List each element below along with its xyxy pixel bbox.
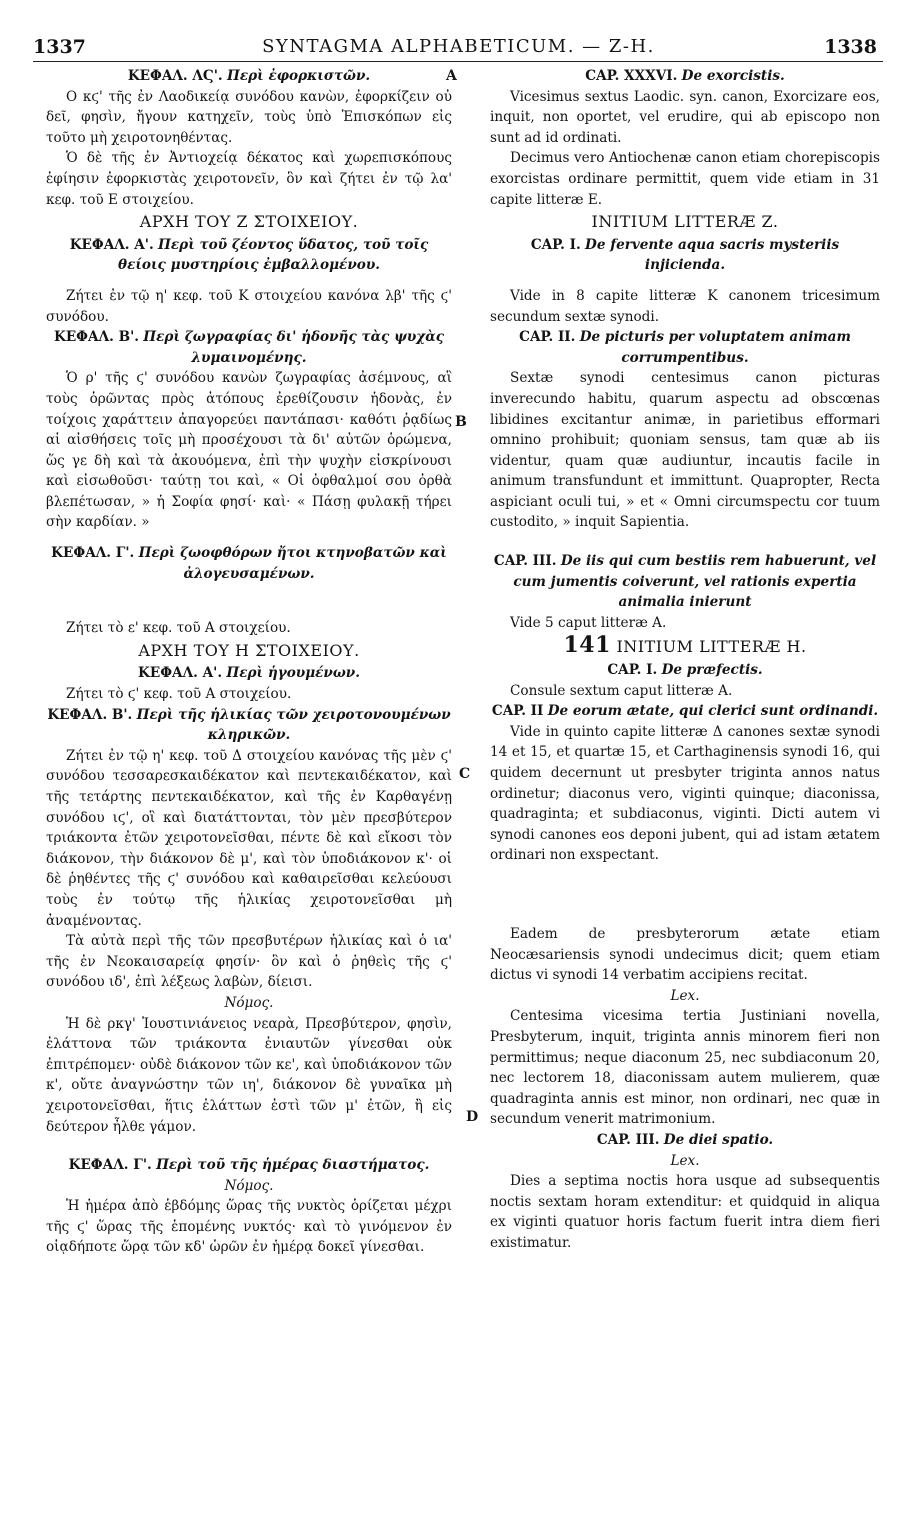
- greek-paragraph: Ἡ δὲ ρκγ' Ἰουστινιάνειος νεαρὰ, Πρεσβύτερον, φησὶν, ἐλάττονα τῶν τριάκοντα ἐνιαυτῶν γίνεσθαι οὐκ ἐπιτρέπομεν· οὐδὲ διάκονον τῶν κε', καὶ ὑποδιάκονον τῶν κ', οὔτε ἀναγνώστην τῶν ιη', διάκονον δὲ γυναῖκα μὴ χειροτονεῖσθαι, ἥτις ἐλάττων ἐστὶ τῶν μ' ἐτῶν, ἢ εἰς δεύτερον ἦλθε γάμον.: [46, 1015, 452, 1135]
- latin-law-heading: Lex.: [670, 1152, 700, 1169]
- latin-chapter-heading: CAP. III. De iis qui cum bestiis rem habuerunt, vel cum jumentis coiverunt, vel rationis expertia animalia inierunt: [493, 553, 877, 611]
- latin-chapter-heading: CAP. II De eorum ætate, qui clerici sunt ordinandi.: [491, 703, 879, 720]
- latin-paragraph: Dies a septima noctis hora usque ad subsequentis noctis sextam horam extenditur: et quidquid in aliqua ex viginti quatuor horis factum fuerit intra diem fieri existimatur.: [490, 1173, 880, 1251]
- greek-column: [46, 66, 452, 1258]
- greek-chapter-heading: ΚΕΦΑΛ. ΛϚ'. Περὶ ἐφορκιστῶν.: [127, 68, 371, 84]
- greek-law-heading: Νόμος.: [224, 994, 274, 1011]
- latin-section-heading-h: 141 INITIUM LITTERÆ H.: [563, 632, 807, 659]
- page-number-left: 1337: [33, 36, 86, 58]
- greek-chapter-heading: ΚΕΦΑΛ. Α'. Περὶ ἡγουμένων.: [138, 665, 360, 682]
- latin-section-heading-z: INITIUM LITTERÆ Z.: [591, 212, 779, 232]
- greek-chapter-heading: ΚΕΦΑΛ. Γ'. Περὶ τοῦ τῆς ἡμέρας διαστήματος.: [68, 1157, 430, 1174]
- greek-paragraph: Ὁ ρ' τῆς ϛ' συνόδου κανὼν ζωγραφίας ἀσέμνους, αἳ τοὺς ὁρῶντας πρὸς ἀτόπους ἐρεθίζουσιν ἡδονὰς, ἐν τοίχοις χαράττειν ἀπαγορεύει παντάπασι· καθότι ῥᾳδίως αἱ αἰσθήσεις τοῖς μὴ προσέχουσι τὰ δι' αὐτῶν ὁρώμενα, ὥς γε δὴ καὶ τὰ ἀκουόμενα, ἐπὶ τὴν ψυχὴν εἰσκρίνουσι καὶ εἰσωθοῦσι· ταύτῃ τοι καὶ, « Οἱ ὀφθαλμοί σου ὀρθὰ βλεπέτωσαν, » ἡ Σοφία φησί· καὶ· « Πάσῃ φυλακῇ τήρει σὴν καρδίαν. »: [46, 370, 452, 531]
- latin-paragraph: Vide 5 caput litteræ A.: [510, 614, 667, 631]
- page-marker-number: 141: [563, 632, 611, 659]
- page-header: [0, 34, 917, 62]
- greek-paragraph: Ζήτει τὸ ε' κεφ. τοῦ Α στοιχείου.: [66, 620, 291, 637]
- latin-chapter-heading: CAP. I. De fervente aqua sacris mysteriis injicienda.: [530, 236, 840, 274]
- margin-letter-b: B: [455, 414, 467, 430]
- latin-paragraph: Sextæ synodi centesimus canon picturas inverecundo habitu, quarum aspectu ad obscœnas libidines excitantur animæ, in parietibus efformari omnino prohibuit; quoniam sensus, tam quæ ab iis videntur, quam quæ audiuntur, incautis facile in animum transfundunt et immittunt. Quapropter, Recta aspiciant oculi tui, » et « Omni circumspectu cor tuum custodito, » inquit Sapientia.: [490, 370, 880, 531]
- latin-paragraph: Consule sextum caput litteræ A.: [510, 682, 733, 699]
- greek-section-heading-h: ΑΡΧΗ ΤΟΥ Η ΣΤΟΙΧΕΙΟΥ.: [138, 640, 360, 660]
- greek-paragraph: Τὰ αὐτὰ περὶ τῆς τῶν πρεσβυτέρων ἡλικίας καὶ ὁ ια' τῆς ἐν Νεοκαισαρείᾳ φησίν· ὃν καὶ ὁ ῥηθεὶς τῆς ϛ' συνόδου ιδ', ἐπὶ λέξεως λαβὼν, δίεισι.: [46, 933, 452, 991]
- greek-paragraph: Ἡ ἡμέρα ἀπὸ ἑβδόμης ὥρας τῆς νυκτὸς ὁρίζεται μέχρι τῆς ϛ' ὥρας τῆς ἑπομένης νυκτός· καὶ τὸ γινόμενον ἐν οἱᾳδήποτε ὥρᾳ τῶν κδ' ὡρῶν ἐν ἡμέρᾳ δοκεῖ γίνεσθαι.: [46, 1198, 452, 1256]
- latin-paragraph: Vide in 8 capite litteræ K canonem tricesimum secundum sextæ synodi.: [490, 287, 880, 325]
- latin-paragraph: Vide in quinto capite litteræ Δ canones sextæ synodi 14 et 15, et quartæ 15, et Carthaginensis synodi 16, qui quidem decernunt ut presbyter triginta annos natus ordinetur; diaconus vero, viginti quinque; diaconissa, quadraginta; et subdiaconus, viginti. Dicti autem vi synodi canones eos deponi jubent, qui ad istam ætatem ordinari non exspectant.: [490, 723, 880, 864]
- greek-chapter-heading: ΚΕΦΑΛ. Γ'. Περὶ ζωοφθόρων ἤτοι κτηνοβατῶν καὶ ἀλογευσαμένων.: [51, 545, 447, 582]
- latin-chapter-heading: CAP. III. De diei spatio.: [596, 1131, 774, 1148]
- greek-law-heading: Νόμος.: [224, 1177, 274, 1194]
- latin-column: [490, 66, 880, 1253]
- header-rule: [33, 61, 883, 62]
- greek-paragraph: Ζήτει ἐν τῷ η' κεφ. τοῦ Δ στοιχείου κανόνας τῆς μὲν ϛ' συνόδου τεσσαρεσκαιδέκατον καὶ πεντεκαιδέκατον, καὶ τῆς τετάρτης πεντεκαιδέκατον, καὶ τῆς ἐν Καρθαγένῃ συνόδου ιϛ', οἳ καὶ διατάττονται, τὸν μὲν πρεσβύτερον τριάκοντα ἐτῶν χειροτονεῖσθαι, πέντε δὲ καὶ εἴκοσι τὸν διάκονον, τὴν διάκονον δὲ μ', καὶ τὸν ὑποδιάκονον κ'· οἱ δὲ ῥηθέντες τῆς ϛ' συνόδου καὶ καθαιρεῖσθαι κελεύουσι τοὺς ἐν τούτῳ τῆς ἡλικίας χειροτονεῖσθαι μὴ ἀναμένοντας.: [46, 747, 452, 929]
- latin-paragraph: Eadem de presbyterorum ætate etiam Neocæsariensis synodi undecimus dicit; quem etiam dictus vi synodi 14 verbatim accipiens recitat.: [490, 925, 880, 984]
- greek-section-heading-z: ΑΡΧΗ ΤΟΥ Ζ ΣΤΟΙΧΕΙΟΥ.: [139, 212, 359, 232]
- latin-paragraph: Vicesimus sextus Laodic. syn. canon, Exorcizare eos, inquit, non oportet, vel erudire, qui ab episcopo non sunt ad id ordinati.: [490, 88, 880, 146]
- margin-letter-a: A: [446, 68, 457, 84]
- greek-paragraph: Ὁ δὲ τῆς ἐν Ἀντιοχείᾳ δέκατος καὶ χωρεπισκόπους ἐφίησιν ἐφορκιστὰς χειροτονεῖν, ὃν καὶ ζήτει ἐν τῷ λα' κεφ. τοῦ Ε στοιχείου.: [46, 150, 452, 208]
- latin-chapter-heading: CAP. II. De picturis per voluptatem animam corrumpentibus.: [519, 329, 851, 366]
- page-number-right: 1338: [824, 36, 877, 58]
- running-title: SYNTAGMA ALPHABETICUM. — Z-H.: [262, 36, 655, 57]
- margin-letter-c: C: [459, 766, 471, 782]
- greek-chapter-heading: ΚΕΦΑΛ. Β'. Περὶ ζωγραφίας δι' ἡδονῆς τὰς ψυχὰς λυμαινομένης.: [54, 329, 444, 366]
- latin-chapter-heading: CAP. XXXVI. De exorcistis.: [585, 68, 785, 84]
- greek-chapter-heading: ΚΕΦΑΛ. Α'. Περὶ τοῦ ζέοντος ὕδατος, τοῦ τοῖς θείοις μυστηρίοις ἐμβαλλομένου.: [69, 236, 429, 274]
- latin-chapter-heading: CAP. I. De præfectis.: [607, 662, 763, 679]
- greek-paragraph: Ζήτει ἐν τῷ η' κεφ. τοῦ Κ στοιχείου κανόνα λβ' τῆς ϛ' συνόδου.: [46, 287, 452, 325]
- margin-letter-d: D: [466, 1109, 479, 1125]
- latin-paragraph: Decimus vero Antiochenæ canon etiam chorepiscopis exorcistas ordinare permittit, quem vide etiam in 31 capite litteræ E.: [490, 150, 880, 208]
- latin-paragraph: Centesima vicesima tertia Justiniani novella, Presbyterum, inquit, triginta annis minorem fieri non permittimus; neque diaconum 25, nec subdiaconum 20, nec lectorem 18, diaconissam autem mulierem, quæ quadraginta annis est minor, non ordinari, nec quæ in secundum venerit matrimonium.: [490, 1008, 880, 1128]
- greek-paragraph: Ο κϛ' τῆς ἐν Λαοδικείᾳ συνόδου κανὼν, ἐφορκίζειν οὐ δεῖ, φησὶν, ἤγουν κατηχεῖν, τοὺς ὑπὸ Ἐπισκόπων εἰς τοῦτο μὴ χειροτονηθέντας.: [46, 88, 452, 146]
- greek-chapter-heading: ΚΕΦΑΛ. Β'. Περὶ τῆς ἡλικίας τῶν χειροτονουμένων κληρικῶν.: [47, 706, 451, 744]
- latin-law-heading: Lex.: [670, 987, 700, 1004]
- greek-paragraph: Ζήτει τὸ ϛ' κεφ. τοῦ Α στοιχείου.: [66, 686, 292, 703]
